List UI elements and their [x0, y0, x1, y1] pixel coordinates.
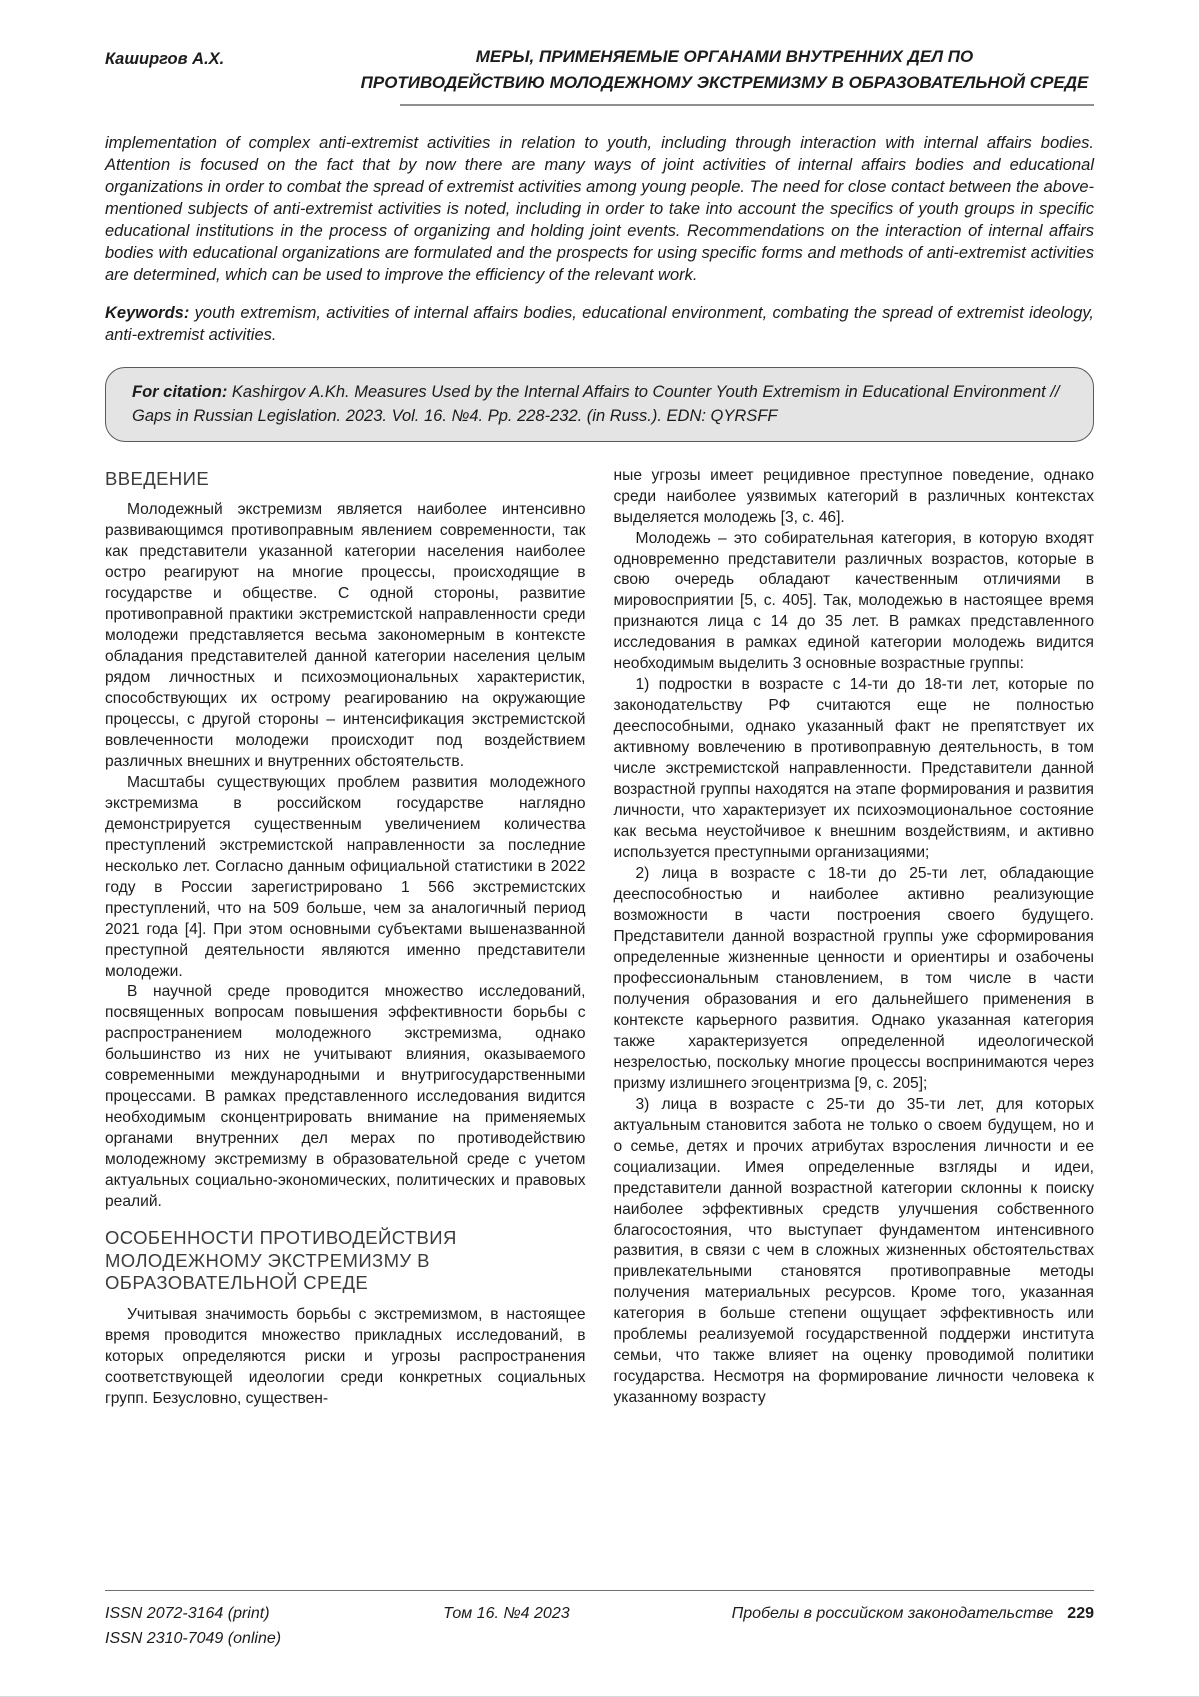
page-number: 229: [1067, 1605, 1094, 1623]
article-title-line2: ПРОТИВОДЕЙСТВИЮ МОЛОДЕЖНОМУ ЭКСТРЕМИЗМУ В ОБРАЗОВАТЕЛЬНОЙ СРЕДЕ: [360, 72, 1089, 92]
paragraph: 3) лица в возрасте с 25-ти до 35-ти лет, для которых актуальным становится забота не только о своем будущем, но и о семье, детях и прочих атрибутах взросления личности и ее социализации. Имея определенные взгляды и идеи, представители данной возрастной категории склонны к поиску наиболее эффективных средств улучшения собственного благосостояния, что выступает фундаментом интенсивного развития, в связи с чем в сложных жизненных обстоятельствах привлекательными становятся противоправные методы получения материальных ресурсов. Кроме того, указанная категория в больше степени ощущает эффективность или проблемы реализуемой государственной поддержи института семьи, что также влияет на оценку проводимой политики государства. Несмотря на формирование личности человека к указанному возрасту: [613, 1095, 1094, 1407]
issn-online: ISSN 2310-7049 (online): [105, 1630, 282, 1648]
article-title-line1: МЕРЫ, ПРИМЕНЯЕМЫЕ ОРГАНАМИ ВНУТРЕННИХ ДЕЛ ПО: [475, 47, 974, 66]
left-column: [105, 466, 586, 1410]
page-footer: [105, 1590, 1094, 1652]
keywords-text: youth extremism, activities of internal affairs bodies, educational environment, combating the spread of extremist ideology, anti-extremist activities.: [105, 303, 1094, 344]
keywords-block: [105, 303, 1094, 347]
abstract-text: implementation of complex anti-extremist activities in relation to youth, including through interaction with internal affairs bodies. Attention is focused on the fact that by now there are many ways of joint activities of internal affairs bodies and educational organizations in order to combat the spread of extremist activities among young people. The need for close contact between the above-mentioned subjects of anti-extremist activities is noted, including in order to take into account the specifics of youth groups in specific educational institutions in the process of organizing and holding joint events. Recommendations on the interaction of internal affairs bodies with educational organizations are formulated and the prospects for using specific forms and methods of anti-extremist activities are determined, which can be used to improve the efficiency of the relevant work.: [105, 134, 1094, 284]
paragraph: Масштабы существующих проблем развития молодежного экстремизма в российском государстве наглядно демонстрируется существенным увеличением количества преступлений экстремистской направленности за последние несколько лет. Согласно данным официальной статистики в 2022 году в России зарегистрировано 1 566 экстремистских преступлений, что на 509 больше, чем за аналогичный период 2021 года [4]. При этом основными субъектами вышеназванной преступной деятельности являются именно представители молодежи.: [105, 773, 586, 980]
paragraph-continuation: ные угрозы имеет рецидивное преступное поведение, однако среди наиболее уязвимых категорий в различных контекстах выделяется молодежь [3, с. 46].: [613, 466, 1094, 526]
article-body: [105, 466, 1094, 1410]
issn-block: [105, 1602, 281, 1652]
paragraph: 2) лица в возрасте с 18-ти до 25-ти лет, обладающие дееспособностью и наиболее активно реализующие возможности в части построения своего будущего. Представители данной возрастной группы уже сформирования определенные жизненные ценности и ориентиры и озабочены профессиональным становлением, в том числе в части получения образования и его дальнейшего применения в контексте карьерного развития. Однако указанная категория также характеризуется определенной идеологической незрелостью, поскольку многие процессы воспринимаются через призму излишнего эгоцентризма [9, с. 205];: [613, 865, 1094, 1092]
paragraph: 1) подростки в возрасте с 14-ти до 18-ти лет, которые по законодательству РФ считаются еще не полностью дееспособными, однако указанный факт не препятствует их активному вовлечению в противоправную деятельность, в том числе экстремистской направленности. Представители данной возрастной группы находятся на этапе формирования и развития личности, что характеризует их психоэмоциональное состояние как весьма неустойчивое к внешним воздействиям, и активно используется преступными организациями;: [613, 676, 1094, 862]
citation-text: Kashirgov A.Kh. Measures Used by the Internal Affairs to Counter Youth Extremism in Educational Environment // Gaps in Russian Legislation. 2023. Vol. 16. №4. Pp. 228-232. (in Russ.). EDN: QYRSFF: [132, 383, 1060, 425]
issn-print: ISSN 2072-3164 (print): [105, 1605, 270, 1623]
heading-introduction: ВВЕДЕНИЕ: [105, 467, 210, 489]
right-column: [614, 466, 1095, 1410]
footer-rule: [105, 1590, 1094, 1591]
paragraph: Молодежный экстремизм является наиболее интенсивно развивающимся противоправным явлением современности, так как представители указанной категории населения наиболее остро реагируют на многие процессы, происходящие в государстве и обществе. С одной стороны, развитие противоправной практики экстремистской направленности среди молодежи представляется весьма закономерным в контексте обладания представителей данной категории населения целым рядом личностных и психоэмоциональных характеристик, способствующих их острому реагированию на окружающие процессы, с другой стороны – интенсификация экстремистской вовлеченности молодежи происходит под воздействием различных внешних и внутренних обстоятельств.: [105, 501, 586, 770]
heading-features: ОСОБЕННОСТИ ПРОТИВОДЕЙСТВИЯ МОЛОДЕЖНОМУ ЭКСТРЕМИЗМУ В ОБРАЗОВАТЕЛЬНОЙ СРЕДЕ: [105, 1227, 457, 1294]
header-rule: [400, 104, 1094, 106]
author-name: Каширгов А.Х.: [105, 50, 225, 68]
article-title: [355, 44, 1094, 95]
keywords-label: Keywords:: [105, 303, 190, 322]
footer-row: [105, 1602, 1094, 1652]
citation-box: [105, 367, 1094, 441]
paragraph: В научной среде проводится множество исследований, посвященных вопросам повышения эффективности борьбы с распространением молодежного экстремизма, однако большинство из них не учитывают влияния, оказываемого современными международными и внутригосударственными процессами. В рамках представленного исследования видится необходимым сконцентрировать внимание на применяемых органами внутренних дел мерах по противодействию молодежному экстремизму в образовательной среде с учетом актуальных социально-экономических, политических и правовых реалий.: [105, 983, 586, 1211]
paragraph: Молодежь – это собирательная категория, в которую входят одновременно представители различных возрастов, которые в свою очередь обладают качественным отличиями в мировосприятии [5, с. 405]. Так, молодежью в настоящее время признаются лица с 14 до 35 лет. В рамках представленного исследования в рамках единой категории молодежь видится необходимым выделить 3 основные возрастные группы:: [613, 529, 1094, 673]
volume-info: Том 16. №4 2023: [443, 1605, 570, 1623]
journal-name-block: [732, 1602, 1094, 1627]
paragraph: Учитывая значимость борьбы с экстремизмом, в настоящее время проводится множество прикладных исследований, в которых определяются риски и угрозы распространения соответствующей идеологии среди конкретных социальных групп. Безусловно, существен-: [105, 1305, 586, 1407]
citation-label: For citation:: [132, 383, 228, 402]
journal-name: Пробелы в российском законодательстве: [731, 1605, 1054, 1623]
running-head: [105, 44, 1094, 95]
